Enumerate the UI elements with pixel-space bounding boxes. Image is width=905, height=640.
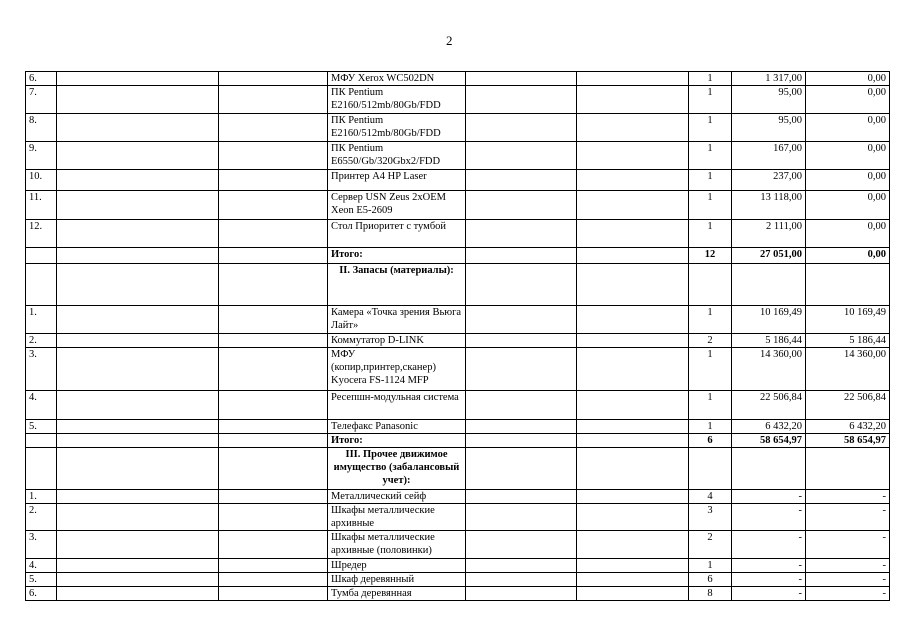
empty-cell [577, 306, 689, 334]
empty-cell [466, 306, 577, 334]
empty-cell [57, 434, 219, 448]
item-name: Тумба деревянная [328, 587, 466, 601]
empty-cell [57, 559, 219, 573]
item-name: Шкафы металлические архивные (половинки) [328, 531, 466, 559]
empty-cell [219, 142, 328, 170]
quantity: 4 [689, 490, 732, 504]
empty-cell [466, 420, 577, 434]
item-name: Шкафы металлические архивные [328, 504, 466, 531]
empty-cell [57, 170, 219, 191]
empty-cell [466, 490, 577, 504]
table-row [26, 72, 890, 86]
empty-cell [577, 72, 689, 86]
residual-value [806, 264, 890, 306]
empty-cell [57, 142, 219, 170]
empty-cell [466, 573, 577, 587]
empty-cell [466, 348, 577, 391]
quantity: 1 [689, 220, 732, 248]
residual-value: - [806, 559, 890, 573]
row-number: 5. [26, 573, 57, 587]
empty-cell [466, 264, 577, 306]
value-amount: 95,00 [732, 114, 806, 142]
empty-cell [577, 434, 689, 448]
value-amount: - [732, 573, 806, 587]
empty-cell [466, 434, 577, 448]
row-number: 3. [26, 348, 57, 391]
empty-cell [577, 264, 689, 306]
residual-value [806, 448, 890, 490]
quantity [689, 264, 732, 306]
table-row [26, 334, 890, 348]
empty-cell [219, 559, 328, 573]
item-name: Итого: [328, 434, 466, 448]
quantity: 8 [689, 587, 732, 601]
inventory-table [25, 71, 890, 601]
empty-cell [577, 248, 689, 264]
item-name: Ресепшн-модульная система [328, 391, 466, 420]
residual-value: 0,00 [806, 248, 890, 264]
empty-cell [219, 86, 328, 114]
empty-cell [466, 504, 577, 531]
empty-cell [219, 72, 328, 86]
item-name: ПК Pentium E2160/512mb/80Gb/FDD [328, 86, 466, 114]
row-number: 4. [26, 559, 57, 573]
quantity: 12 [689, 248, 732, 264]
empty-cell [577, 587, 689, 601]
empty-cell [57, 114, 219, 142]
empty-cell [219, 170, 328, 191]
empty-cell [219, 490, 328, 504]
item-name: Металлический сейф [328, 490, 466, 504]
empty-cell [57, 573, 219, 587]
value-amount: 6 432,20 [732, 420, 806, 434]
empty-cell [219, 391, 328, 420]
item-name: Телефакс Panasonic [328, 420, 466, 434]
quantity: 1 [689, 191, 732, 220]
residual-value: 0,00 [806, 170, 890, 191]
row-number: 12. [26, 220, 57, 248]
empty-cell [577, 420, 689, 434]
residual-value: 0,00 [806, 72, 890, 86]
empty-cell [466, 448, 577, 490]
row-number: 11. [26, 191, 57, 220]
empty-cell [577, 220, 689, 248]
row-number: 9. [26, 142, 57, 170]
table-row [26, 490, 890, 504]
empty-cell [577, 559, 689, 573]
value-amount: - [732, 587, 806, 601]
residual-value: - [806, 504, 890, 531]
quantity: 1 [689, 306, 732, 334]
empty-cell [466, 114, 577, 142]
row-number [26, 448, 57, 490]
empty-cell [219, 264, 328, 306]
table-row [26, 504, 890, 531]
empty-cell [577, 142, 689, 170]
quantity: 1 [689, 348, 732, 391]
quantity: 1 [689, 420, 732, 434]
empty-cell [466, 559, 577, 573]
residual-value: - [806, 490, 890, 504]
empty-cell [577, 334, 689, 348]
total-row [26, 434, 890, 448]
item-name: МФУ Xerox WC502DN [328, 72, 466, 86]
quantity: 1 [689, 86, 732, 114]
row-number: 8. [26, 114, 57, 142]
empty-cell [466, 587, 577, 601]
residual-value: 0,00 [806, 114, 890, 142]
item-name: МФУ (копир,принтер,сканер) Kyocera FS-1124 MFP [328, 348, 466, 391]
residual-value: 0,00 [806, 86, 890, 114]
value-amount: 1 317,00 [732, 72, 806, 86]
empty-cell [577, 573, 689, 587]
empty-cell [57, 220, 219, 248]
empty-cell [219, 587, 328, 601]
empty-cell [57, 587, 219, 601]
value-amount: 2 111,00 [732, 220, 806, 248]
table-row [26, 191, 890, 220]
empty-cell [466, 334, 577, 348]
value-amount: 13 118,00 [732, 191, 806, 220]
quantity: 1 [689, 142, 732, 170]
residual-value: 0,00 [806, 220, 890, 248]
table-row [26, 348, 890, 391]
table-row [26, 559, 890, 573]
empty-cell [466, 142, 577, 170]
empty-cell [219, 420, 328, 434]
empty-cell [577, 191, 689, 220]
table-row [26, 114, 890, 142]
quantity: 2 [689, 531, 732, 559]
empty-cell [466, 391, 577, 420]
row-number [26, 264, 57, 306]
quantity: 6 [689, 434, 732, 448]
row-number: 6. [26, 587, 57, 601]
empty-cell [219, 434, 328, 448]
quantity: 1 [689, 559, 732, 573]
item-name: Коммутатор D-LINK [328, 334, 466, 348]
row-number [26, 434, 57, 448]
residual-value: - [806, 587, 890, 601]
item-name: II. Запасы (материалы): [328, 264, 466, 306]
item-name: Шкаф деревянный [328, 573, 466, 587]
residual-value: - [806, 531, 890, 559]
empty-cell [577, 531, 689, 559]
empty-cell [577, 114, 689, 142]
residual-value: 14 360,00 [806, 348, 890, 391]
residual-value: 58 654,97 [806, 434, 890, 448]
item-name: Шредер [328, 559, 466, 573]
quantity [689, 448, 732, 490]
page-number: 2 [446, 33, 453, 48]
residual-value: - [806, 573, 890, 587]
value-amount: - [732, 504, 806, 531]
quantity: 1 [689, 114, 732, 142]
table-row [26, 86, 890, 114]
row-number: 4. [26, 391, 57, 420]
value-amount: 10 169,49 [732, 306, 806, 334]
item-name: Камера «Точка зрения Вьюга Лайт» [328, 306, 466, 334]
empty-cell [466, 72, 577, 86]
empty-cell [219, 114, 328, 142]
quantity: 6 [689, 573, 732, 587]
table-row [26, 587, 890, 601]
empty-cell [466, 531, 577, 559]
residual-value: 10 169,49 [806, 306, 890, 334]
residual-value: 0,00 [806, 142, 890, 170]
empty-cell [466, 191, 577, 220]
item-name: III. Прочее движимое имущество (забалансовый учет): [328, 448, 466, 490]
empty-cell [577, 504, 689, 531]
empty-cell [466, 170, 577, 191]
value-amount: 237,00 [732, 170, 806, 191]
empty-cell [57, 72, 219, 86]
empty-cell [57, 490, 219, 504]
value-amount: 27 051,00 [732, 248, 806, 264]
empty-cell [57, 264, 219, 306]
value-amount: - [732, 531, 806, 559]
item-name: Стол Приоритет с тумбой [328, 220, 466, 248]
empty-cell [577, 448, 689, 490]
empty-cell [57, 420, 219, 434]
empty-cell [219, 348, 328, 391]
value-amount: 14 360,00 [732, 348, 806, 391]
empty-cell [466, 248, 577, 264]
empty-cell [577, 348, 689, 391]
empty-cell [57, 248, 219, 264]
empty-cell [57, 306, 219, 334]
empty-cell [577, 490, 689, 504]
item-name: Принтер А4 HP Laser [328, 170, 466, 191]
total-row [26, 248, 890, 264]
empty-cell [577, 86, 689, 114]
value-amount: 22 506,84 [732, 391, 806, 420]
section-header-row [26, 448, 890, 490]
value-amount: - [732, 490, 806, 504]
value-amount: 167,00 [732, 142, 806, 170]
table-row [26, 573, 890, 587]
quantity: 1 [689, 72, 732, 86]
row-number: 6. [26, 72, 57, 86]
value-amount [732, 448, 806, 490]
empty-cell [577, 170, 689, 191]
row-number: 2. [26, 504, 57, 531]
residual-value: 5 186,44 [806, 334, 890, 348]
row-number: 3. [26, 531, 57, 559]
empty-cell [219, 306, 328, 334]
row-number: 1. [26, 490, 57, 504]
value-amount: - [732, 559, 806, 573]
empty-cell [57, 191, 219, 220]
item-name: ПК Pentium E2160/512mb/80Gb/FDD [328, 114, 466, 142]
table-row [26, 142, 890, 170]
quantity: 1 [689, 170, 732, 191]
empty-cell [57, 86, 219, 114]
item-name: ПК Pentium E6550/Gb/320Gbx2/FDD [328, 142, 466, 170]
quantity: 2 [689, 334, 732, 348]
empty-cell [466, 220, 577, 248]
empty-cell [57, 504, 219, 531]
row-number: 10. [26, 170, 57, 191]
row-number: 7. [26, 86, 57, 114]
quantity: 1 [689, 391, 732, 420]
empty-cell [57, 391, 219, 420]
value-amount [732, 264, 806, 306]
value-amount: 58 654,97 [732, 434, 806, 448]
empty-cell [57, 348, 219, 391]
empty-cell [219, 504, 328, 531]
empty-cell [219, 531, 328, 559]
residual-value: 22 506,84 [806, 391, 890, 420]
row-number [26, 248, 57, 264]
table-row [26, 306, 890, 334]
empty-cell [577, 391, 689, 420]
residual-value: 6 432,20 [806, 420, 890, 434]
empty-cell [57, 334, 219, 348]
empty-cell [219, 334, 328, 348]
section-header-row [26, 264, 890, 306]
quantity: 3 [689, 504, 732, 531]
empty-cell [219, 248, 328, 264]
empty-cell [219, 220, 328, 248]
residual-value: 0,00 [806, 191, 890, 220]
value-amount: 95,00 [732, 86, 806, 114]
empty-cell [219, 573, 328, 587]
table-row [26, 220, 890, 248]
row-number: 5. [26, 420, 57, 434]
row-number: 2. [26, 334, 57, 348]
table-row [26, 170, 890, 191]
table-row [26, 420, 890, 434]
empty-cell [219, 191, 328, 220]
empty-cell [57, 448, 219, 490]
row-number: 1. [26, 306, 57, 334]
item-name: Сервер USN Zeus 2xOEM Xeon E5-2609 [328, 191, 466, 220]
empty-cell [219, 448, 328, 490]
empty-cell [57, 531, 219, 559]
value-amount: 5 186,44 [732, 334, 806, 348]
item-name: Итого: [328, 248, 466, 264]
table-row [26, 391, 890, 420]
empty-cell [466, 86, 577, 114]
table-row [26, 531, 890, 559]
